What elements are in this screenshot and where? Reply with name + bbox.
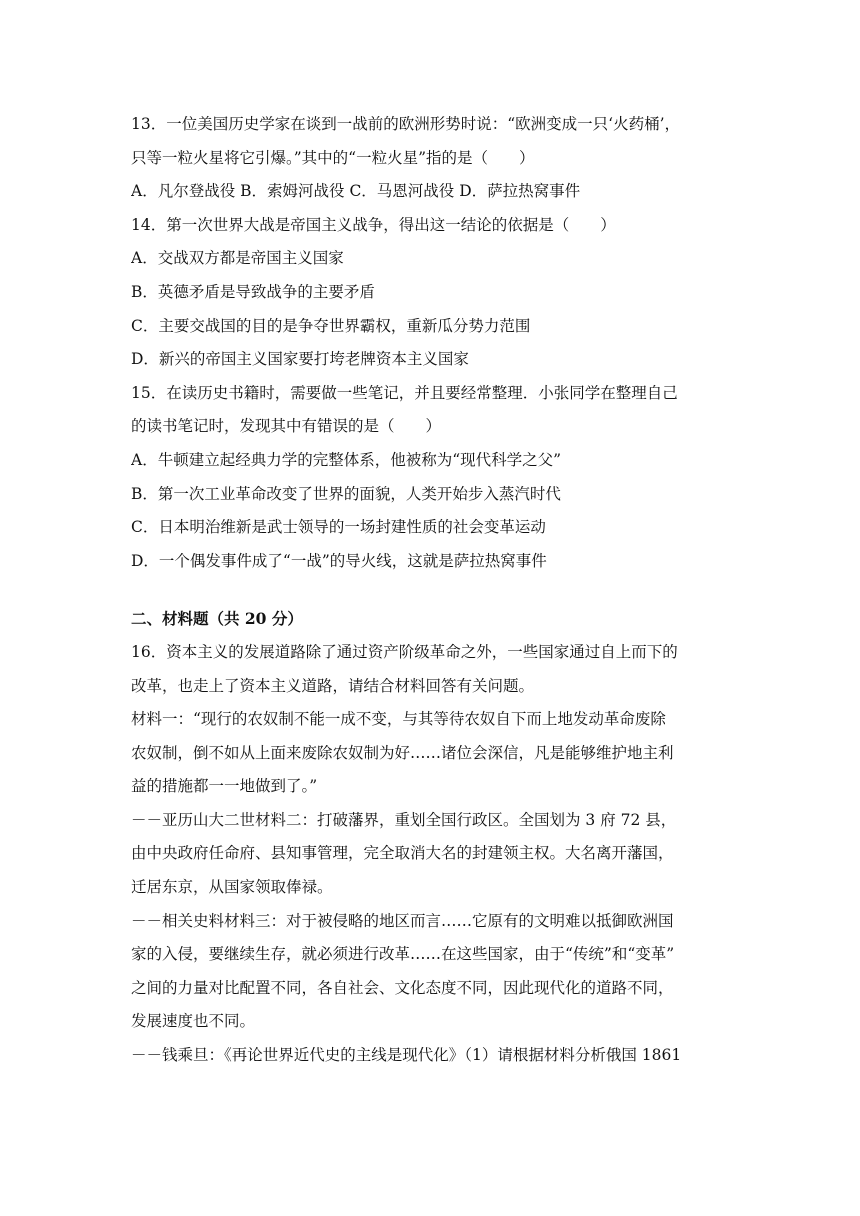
section-2 bbox=[131, 602, 741, 1072]
question-stem-line: 14．第一次世界大战是帝国主义战争，得出这一结论的依据是（ ） bbox=[131, 215, 616, 234]
question-stem-line: 15．在读历史书籍时，需要做一些笔记，并且要经常整理．小张同学在整理自己 bbox=[131, 383, 678, 402]
material-line: 材料一：“现行的农奴制不能一成不变，与其等待农奴自下而上地发动革命废除 bbox=[131, 710, 666, 729]
material-line: 改革，也走上了资本主义道路，请结合材料回答有关问题。 bbox=[131, 676, 535, 695]
page-content bbox=[131, 108, 741, 1073]
question-13 bbox=[131, 108, 741, 209]
option-c: C．主要交战国的目的是争夺世界霸权，重新瓜分势力范围 bbox=[131, 316, 531, 335]
question-stem-line: 13．一位美国历史学家在谈到一战前的欧洲形势时说：“欧洲变成一只‘火药桶’， bbox=[131, 115, 681, 133]
question-stem-line: 只等一粒火星将它引爆。”其中的“一粒火星”指的是（ ） bbox=[131, 148, 535, 167]
question-options-line: A．凡尔登战役 B．索姆河战役 C．马恩河战役 D．萨拉热窝事件 bbox=[131, 182, 581, 201]
option-d: D．一个偶发事件成了“一战”的导火线，这就是萨拉热窝事件 bbox=[131, 551, 547, 570]
option-a: A．交战双方都是帝国主义国家 bbox=[131, 249, 344, 268]
question-15 bbox=[131, 377, 741, 579]
material-line: －－相关史料材料三：对于被侵略的地区而言……它原有的文明难以抵御欧洲国 bbox=[131, 911, 674, 930]
question-14 bbox=[131, 209, 741, 377]
option-a: A．牛顿建立起经典力学的完整体系，他被称为“现代科学之父” bbox=[131, 450, 562, 469]
option-c: C．日本明治维新是武士领导的一场封建性质的社会变革运动 bbox=[131, 518, 546, 537]
material-line: 之间的力量对比配置不同，各自社会、文化态度不同，因此现代化的道路不同， bbox=[131, 978, 674, 997]
material-line: 由中央政府任命府、县知事管理，完全取消大名的封建领主权。大名离开藩国， bbox=[131, 844, 674, 863]
material-line: 农奴制，倒不如从上面来废除农奴制为好……诸位会深信，凡是能够维护地主利 bbox=[131, 743, 674, 762]
material-line: 益的措施都一一地做到了。” bbox=[131, 777, 318, 796]
option-b: B．英德矛盾是导致战争的主要矛盾 bbox=[131, 282, 375, 301]
option-d: D．新兴的帝国主义国家要打垮老牌资本主义国家 bbox=[131, 350, 469, 369]
material-line: 发展速度也不同。 bbox=[131, 1012, 256, 1031]
material-line: 家的入侵，要继续生存，就必须进行改革……在这些国家，由于“传统”和“变革” bbox=[131, 945, 675, 964]
option-b: B．第一次工业革命改变了世界的面貌，人类开始步入蒸汽时代 bbox=[131, 484, 561, 503]
section-gap bbox=[131, 578, 741, 602]
material-line: －－钱乘旦：《再论世界近代史的主线是现代化》（1）请根据材料分析俄国 1861 bbox=[131, 1046, 682, 1065]
section-heading: 二、材料题（共 20 分） bbox=[131, 609, 303, 629]
material-line: －－亚历山大二世材料二：打破藩界，重划全国行政区。全国划为 3 府 72 县， bbox=[131, 810, 677, 829]
question-stem-line: 的读书笔记时，发现其中有错误的是（ ） bbox=[131, 417, 442, 436]
material-line: 迁居东京，从国家领取俸禄。 bbox=[131, 878, 333, 897]
material-line: 16．资本主义的发展道路除了通过资产阶级革命之外，一些国家通过自上而下的 bbox=[131, 642, 678, 661]
